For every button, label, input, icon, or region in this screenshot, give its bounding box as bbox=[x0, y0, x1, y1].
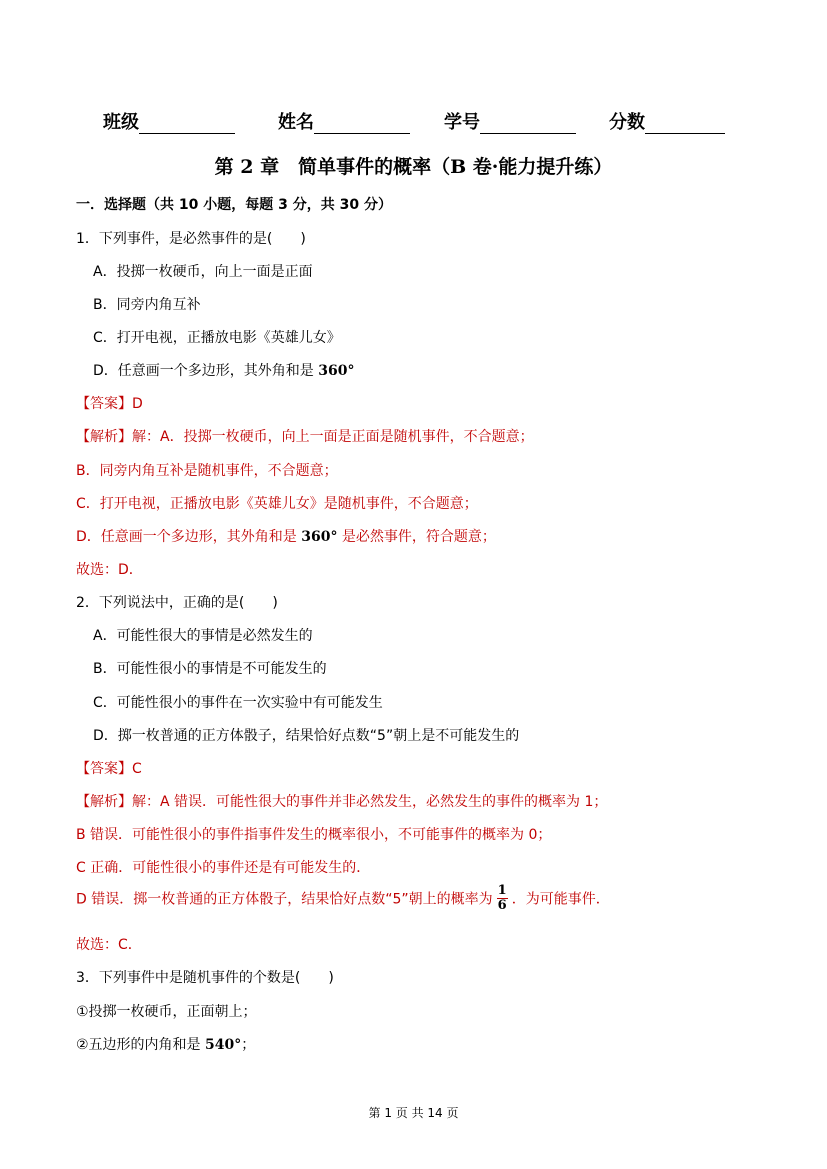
q1-option-d-value: 360° bbox=[318, 363, 355, 379]
q3-stem: 3．下列事件中是随机事件的个数是( ) bbox=[76, 970, 334, 986]
name-label: 姓名 bbox=[278, 112, 314, 133]
q2-option-c: C．可能性很小的事件在一次实验中有可能发生 bbox=[93, 695, 383, 711]
fraction-one-sixth bbox=[497, 884, 508, 913]
q2-answer-value: C bbox=[132, 761, 142, 777]
q1-answer bbox=[76, 393, 143, 413]
page-footer: 第 1 页 共 14 页 bbox=[368, 1106, 459, 1120]
section-heading: 一．选择题（共 10 小题，每题 3 分，共 30 分） bbox=[76, 197, 392, 213]
q2-answer bbox=[76, 758, 142, 778]
q2-option-b: B．可能性很小的事情是不可能发生的 bbox=[93, 661, 327, 677]
student-id-label: 学号 bbox=[444, 112, 480, 133]
q2-analysis-4 bbox=[76, 884, 610, 913]
q1-option-d-text: D．任意画一个多边形，其外角和是 bbox=[93, 363, 319, 379]
q1-analysis-3: C．打开电视，正播放电影《英雄儿女》是随机事件，不合题意； bbox=[76, 496, 478, 512]
q3-item-2-post: ； bbox=[241, 1037, 256, 1053]
q2-analysis-1 bbox=[76, 791, 607, 811]
q1-answer-value: D bbox=[132, 396, 143, 412]
q3-item-2-pre: ②五边形的内角和是 bbox=[76, 1037, 206, 1053]
class-blank bbox=[139, 111, 235, 134]
score-field bbox=[609, 108, 725, 134]
class-field bbox=[103, 108, 235, 134]
q1-analysis-2: B．同旁内角互补是随机事件，不合题意； bbox=[76, 463, 338, 479]
q1-option-c: C．打开电视，正播放电影《英雄儿女》 bbox=[93, 330, 341, 346]
name-blank bbox=[314, 111, 410, 134]
fraction-denominator: 6 bbox=[497, 898, 507, 913]
q1-analysis-4 bbox=[76, 526, 496, 546]
q2-analysis-2: B 错误．可能性很小的事件指事件发生的概率很小，不可能事件的概率为 0； bbox=[76, 827, 552, 843]
name-field bbox=[278, 108, 410, 134]
q2-stem: 2．下列说法中，正确的是( ) bbox=[76, 595, 278, 611]
q1-analysis-4-value: 360° bbox=[301, 529, 338, 545]
score-blank bbox=[645, 111, 725, 134]
q2-option-d: D．掷一枚普通的正方体骰子，结果恰好点数“5”朝上是不可能发生的 bbox=[93, 728, 520, 744]
score-label: 分数 bbox=[609, 112, 645, 133]
page-title: 第 2 章 简单事件的概率（B 卷·能力提升练） bbox=[214, 156, 613, 178]
student-id-blank bbox=[480, 111, 576, 134]
q1-option-b: B．同旁内角互补 bbox=[93, 297, 201, 313]
q3-item-2 bbox=[76, 1034, 255, 1054]
fraction-numerator: 1 bbox=[497, 883, 507, 898]
q1-option-a: A．投掷一枚硬币，向上一面是正面 bbox=[93, 264, 313, 280]
q2-analysis-3: C 正确．可能性很小的事件还是有可能发生的． bbox=[76, 860, 371, 876]
q1-analysis-label: 【解析】 bbox=[76, 429, 132, 445]
q2-choose: 故选：C． bbox=[76, 937, 142, 953]
q3-item-2-value: 540° bbox=[205, 1037, 242, 1053]
q2-analysis-4-post: ．为可能事件． bbox=[511, 891, 610, 908]
class-label: 班级 bbox=[103, 112, 139, 133]
q1-stem: 1．下列事件，是必然事件的是( ) bbox=[76, 231, 306, 247]
q2-option-a: A．可能性很大的事情是必然发生的 bbox=[93, 628, 313, 644]
q1-analysis-4-pre: D．任意画一个多边形，其外角和是 bbox=[76, 529, 302, 545]
q2-analysis-label: 【解析】 bbox=[76, 794, 132, 810]
q1-choose: 故选：D． bbox=[76, 562, 143, 578]
q1-option-d bbox=[93, 360, 354, 380]
q2-answer-label: 【答案】 bbox=[76, 761, 132, 777]
q1-analysis-1 bbox=[76, 426, 534, 446]
q1-analysis-text: 解：A．投掷一枚硬币，向上一面是正面是随机事件，不合题意； bbox=[132, 429, 534, 445]
q3-item-1: ①投掷一枚硬币，正面朝上； bbox=[76, 1004, 257, 1020]
student-id-field bbox=[444, 108, 576, 134]
q1-answer-label: 【答案】 bbox=[76, 396, 132, 412]
q1-analysis-4-post: 是必然事件，符合题意； bbox=[337, 529, 496, 545]
q2-analysis-4-pre: D 错误．掷一枚普通的正方体骰子，结果恰好点数“5”朝上的概率为 bbox=[76, 891, 493, 908]
q2-analysis-text: 解：A 错误．可能性很大的事件并非必然发生，必然发生的事件的概率为 1； bbox=[132, 794, 608, 810]
